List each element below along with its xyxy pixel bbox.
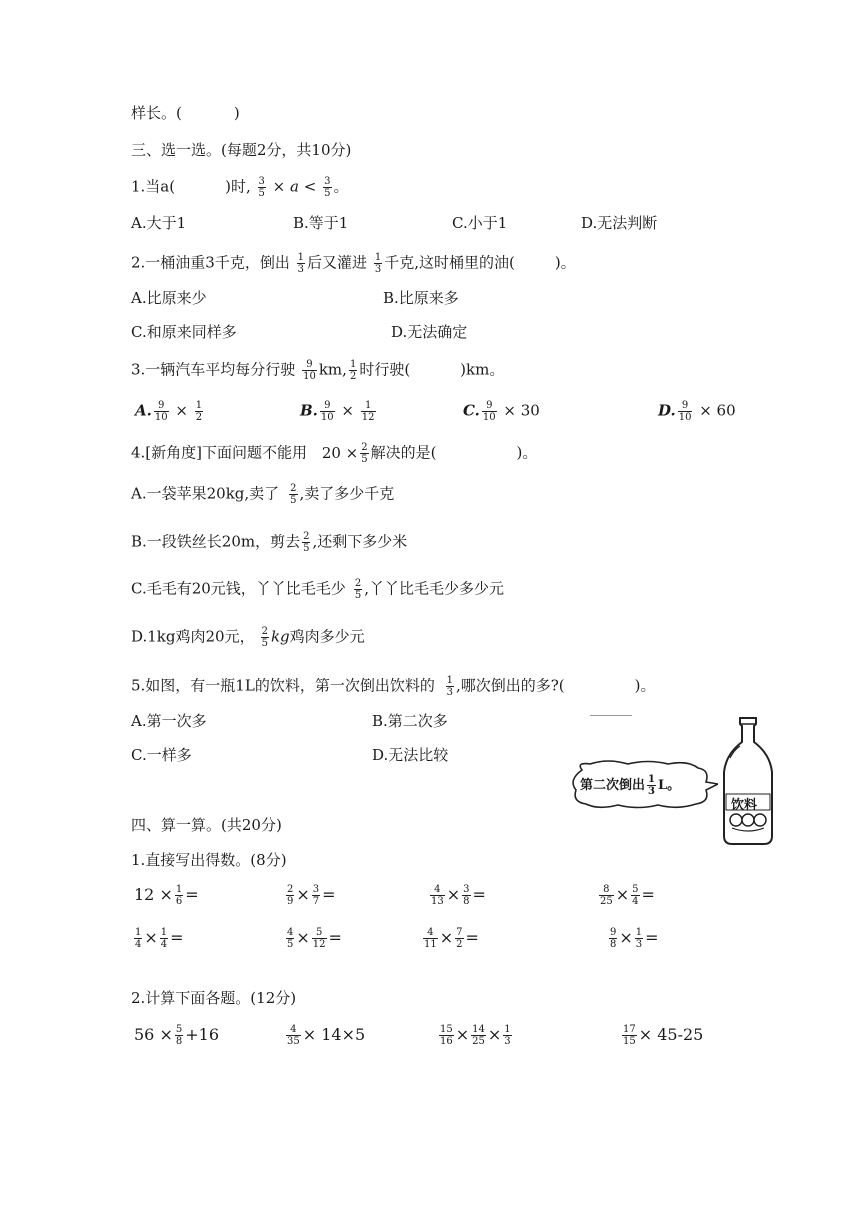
text-fragment: × [487, 1025, 502, 1044]
calc-item-2 [284, 884, 336, 907]
q4-option-d [131, 626, 365, 649]
text-fragment: × 30 [503, 401, 540, 420]
numerator: 1 [648, 774, 655, 785]
numerator: 9 [486, 400, 493, 411]
numerator: 1 [635, 927, 643, 938]
text-fragment: A.一袋苹果20kg,卖了 [131, 484, 280, 503]
q1-option-d: D.无法判断 [581, 214, 658, 232]
text-fragment: 鸡肉多少元 [289, 627, 365, 646]
question-2 [131, 252, 576, 275]
numerator: 5 [632, 884, 639, 895]
fraction [471, 1024, 486, 1047]
numerator: 9 [158, 400, 165, 411]
fraction [361, 400, 376, 423]
q5-figure [568, 712, 788, 847]
text-fragment: = [185, 885, 199, 904]
denominator: 2 [195, 412, 203, 423]
q4-option-b [131, 531, 407, 554]
fraction [195, 400, 203, 423]
text-fragment: = [465, 928, 479, 947]
fraction [503, 1024, 511, 1047]
numerator: 9 [681, 400, 689, 411]
denominator: 4 [135, 939, 142, 950]
fraction [446, 675, 454, 698]
text-fragment: 样长。( [131, 104, 182, 122]
q3-option-c [463, 400, 540, 423]
numerator: 2 [287, 884, 294, 895]
text-fragment: B.一段铁丝长20m，剪去 [131, 532, 301, 551]
calc-item-8 [607, 927, 659, 950]
text-fragment: 后又灌进 [307, 253, 368, 272]
q2-option-a: A.比原来少 [131, 289, 207, 307]
denominator: 5 [290, 495, 297, 506]
text-fragment: × [446, 885, 461, 904]
q4-option-a [131, 483, 394, 506]
fraction [599, 884, 614, 907]
text-fragment: )km。 [460, 360, 505, 379]
denominator: 11 [424, 939, 437, 950]
text-fragment: )。 [634, 676, 656, 695]
denominator: 3 [648, 786, 655, 797]
denominator: 6 [175, 896, 183, 907]
calc-expr-4 [620, 1024, 703, 1047]
denominator: 4 [160, 939, 168, 950]
numerator: 3 [324, 176, 331, 187]
question-3 [131, 359, 504, 382]
text-fragment: ) [233, 104, 240, 122]
text-fragment: A. [135, 401, 152, 420]
denominator: 8 [610, 939, 617, 950]
fraction [482, 400, 497, 423]
q2-option-b: B.比原来多 [383, 289, 459, 307]
q1-option-a: A.大于1 [131, 214, 187, 232]
denominator: 5 [303, 543, 310, 554]
question-5 [131, 675, 656, 698]
divider [590, 715, 632, 716]
text-fragment: 1.当a( [131, 177, 176, 196]
numerator: 9 [610, 927, 617, 938]
numerator: 1 [446, 675, 453, 686]
text-fragment: C. [463, 401, 480, 420]
fraction [286, 927, 294, 950]
fraction [175, 884, 183, 907]
denominator: 4 [632, 896, 639, 907]
fraction [631, 884, 639, 907]
text-fragment: )。 [554, 253, 576, 272]
fraction [258, 176, 266, 199]
fraction [647, 774, 656, 797]
denominator: 2 [456, 939, 463, 950]
text-fragment: kg [270, 627, 290, 646]
calc-expr-1 [134, 1024, 219, 1047]
fraction [289, 483, 297, 506]
text-fragment: 2.一桶油重3千克，倒出 [131, 253, 290, 272]
denominator: 5 [361, 454, 368, 465]
text-fragment: = [328, 928, 342, 947]
denominator: 5 [258, 188, 265, 199]
fraction [312, 927, 327, 950]
fraction [175, 1024, 183, 1047]
numerator: 9 [324, 400, 331, 411]
calc-item-3 [428, 884, 486, 907]
text-fragment: = [641, 885, 655, 904]
q1-option-b: B.等于1 [293, 214, 349, 232]
text-fragment: 56 × [134, 1025, 173, 1044]
numerator: 3 [463, 884, 470, 895]
fraction [354, 578, 362, 601]
numerator: 3 [312, 884, 320, 895]
text-fragment: B. [300, 401, 318, 420]
text-fragment: +16 [185, 1025, 219, 1044]
denominator: 3 [446, 687, 453, 698]
text-fragment: < [303, 177, 317, 196]
numerator: 2 [354, 578, 362, 589]
calc-item-1 [134, 884, 199, 907]
part-1-heading: 1.直接写出得数。(8分) [131, 851, 287, 869]
section-3-heading: 三、选一选。(每题2分，共10分) [131, 141, 352, 159]
text-fragment: × 60 [699, 401, 736, 420]
text-fragment: D.1kg鸡肉20元， [131, 627, 255, 646]
fraction [622, 1024, 637, 1047]
fraction [635, 927, 643, 950]
fraction [323, 176, 331, 199]
denominator: 3 [635, 939, 643, 950]
text-fragment: ,丫丫比毛毛少多少元 [364, 579, 504, 598]
text-fragment: km, [318, 360, 347, 379]
numerator: 1 [349, 359, 357, 370]
question-4 [131, 442, 537, 465]
fraction [423, 927, 438, 950]
continued-line [131, 103, 240, 123]
denominator: 10 [303, 371, 316, 382]
fraction [302, 359, 317, 382]
denominator: 35 [287, 1036, 300, 1047]
text-fragment: L。 [657, 778, 681, 793]
fraction [286, 884, 294, 907]
numerator: 1 [297, 252, 305, 263]
denominator: 7 [312, 896, 320, 907]
numerator: 1 [195, 400, 203, 411]
question-1 [131, 176, 349, 199]
text-fragment: = [645, 928, 659, 947]
text-fragment: 5.如图，有一瓶1L的饮料，第一次倒出饮料的 [131, 676, 435, 695]
calc-expr-2 [284, 1024, 365, 1047]
text-fragment: 第二次倒出 [580, 778, 646, 793]
denominator: 2 [349, 371, 357, 382]
denominator: 9 [287, 896, 294, 907]
numerator: 4 [434, 884, 441, 895]
text-fragment: )。 [516, 443, 538, 462]
q5-option-d: D.无法比较 [372, 746, 449, 764]
numerator: 4 [290, 1024, 297, 1035]
numerator: 1 [175, 884, 183, 895]
denominator: 5 [287, 939, 294, 950]
numerator: 7 [456, 927, 463, 938]
calc-item-7 [421, 927, 479, 950]
bottle-label: 饮料 [731, 798, 758, 813]
text-fragment: × 14×5 [302, 1025, 366, 1044]
text-fragment: × [455, 1025, 470, 1044]
text-fragment: )时, [225, 177, 251, 196]
fraction [134, 927, 142, 950]
denominator: 16 [440, 1036, 453, 1047]
numerator: 3 [258, 176, 265, 187]
text-fragment: 12 × [134, 885, 173, 904]
text-fragment: = [170, 928, 184, 947]
fraction [439, 1024, 454, 1047]
text-fragment: × [439, 928, 454, 947]
text-fragment: 时行驶( [359, 360, 411, 379]
text-fragment: × [272, 177, 286, 196]
q5-option-a: A.第一次多 [131, 712, 207, 730]
text-fragment: × [619, 928, 633, 947]
numerator: 1 [364, 400, 372, 411]
denominator: 12 [361, 412, 375, 423]
q3-option-b [300, 400, 378, 423]
numerator: 5 [315, 927, 323, 938]
denominator: 25 [472, 1036, 485, 1047]
numerator: 1 [135, 927, 142, 938]
denominator: 5 [261, 638, 268, 649]
denominator: 10 [320, 412, 334, 423]
denominator: 8 [175, 1036, 183, 1047]
text-fragment: 。 [333, 177, 349, 196]
section-4-heading: 四、算一算。(共20分) [131, 816, 282, 834]
denominator: 10 [482, 412, 496, 423]
q5-option-c: C.一样多 [131, 746, 192, 764]
part-2-heading: 2.计算下面各题。(12分) [131, 989, 297, 1007]
numerator: 2 [303, 531, 310, 542]
bubble-text [580, 774, 680, 797]
calc-expr-3 [437, 1024, 514, 1047]
text-fragment: 4.[新角度]下面问题不能用 [131, 443, 308, 462]
fraction [286, 1024, 301, 1047]
numerator: 15 [440, 1024, 453, 1035]
denominator: 8 [463, 896, 470, 907]
fraction [160, 927, 168, 950]
numerator: 2 [290, 483, 297, 494]
q2-option-d: D.无法确定 [391, 323, 468, 341]
numerator: 8 [603, 884, 610, 895]
numerator: 2 [261, 626, 268, 637]
q2-option-c: C.和原来同样多 [131, 323, 237, 341]
fraction [462, 884, 470, 907]
q4-option-c [131, 578, 504, 601]
fraction [360, 442, 368, 465]
fraction [374, 252, 382, 275]
calc-item-5 [132, 927, 184, 950]
fraction [302, 531, 310, 554]
text-fragment: 千克,这时桶里的油( [384, 253, 515, 272]
denominator: 13 [431, 896, 444, 907]
denominator: 3 [297, 264, 305, 275]
numerator: 1 [160, 927, 168, 938]
text-fragment: × [615, 885, 630, 904]
fraction [455, 927, 463, 950]
fraction [320, 400, 335, 423]
text-fragment: 20 × [321, 443, 359, 462]
fraction [261, 626, 269, 649]
q3-option-a [135, 400, 205, 423]
denominator: 10 [678, 412, 692, 423]
text-fragment: ,还剩下多少米 [312, 532, 408, 551]
fraction [154, 400, 169, 423]
text-fragment: = [322, 885, 336, 904]
fraction [312, 884, 320, 907]
text-fragment: × 45-25 [638, 1025, 704, 1044]
numerator: 4 [287, 927, 294, 938]
text-fragment: = [472, 885, 486, 904]
text-fragment: × [341, 401, 354, 420]
fraction [678, 400, 693, 423]
numerator: 4 [427, 927, 434, 938]
denominator: 25 [600, 896, 613, 907]
q3-option-d [658, 400, 736, 423]
numerator: 2 [361, 442, 368, 453]
numerator: 14 [472, 1024, 485, 1035]
text-fragment: D. [658, 401, 676, 420]
denominator: 5 [324, 188, 331, 199]
fraction [609, 927, 617, 950]
numerator: 17 [623, 1024, 636, 1035]
denominator: 15 [623, 1036, 636, 1047]
text-fragment: × [296, 928, 310, 947]
numerator: 1 [374, 252, 382, 263]
text-fragment: ,哪次倒出的多?( [455, 676, 565, 695]
denominator: 10 [154, 412, 168, 423]
numerator: 1 [504, 1024, 511, 1035]
denominator: 12 [312, 939, 326, 950]
numerator: 5 [175, 1024, 183, 1035]
calc-item-4 [597, 884, 655, 907]
text-fragment: a [290, 177, 299, 196]
text-fragment: × [144, 928, 158, 947]
q5-option-b: B.第二次多 [372, 712, 448, 730]
text-fragment: 解决的是( [370, 443, 437, 462]
text-fragment: 3.一辆汽车平均每分行驶 [131, 360, 296, 379]
denominator: 3 [374, 264, 382, 275]
calc-item-6 [284, 927, 342, 950]
text-fragment: ,卖了多少千克 [299, 484, 395, 503]
text-fragment: × [175, 401, 188, 420]
q1-option-c: C.小于1 [452, 214, 508, 232]
numerator: 9 [306, 359, 313, 370]
fraction [349, 359, 357, 382]
denominator: 3 [504, 1036, 511, 1047]
fraction [430, 884, 445, 907]
denominator: 5 [354, 590, 362, 601]
text-fragment: × [296, 885, 310, 904]
bottle-illustration [718, 716, 778, 848]
text-fragment: C.毛毛有20元钱，丫丫比毛毛少 [131, 579, 346, 598]
fraction [297, 252, 305, 275]
